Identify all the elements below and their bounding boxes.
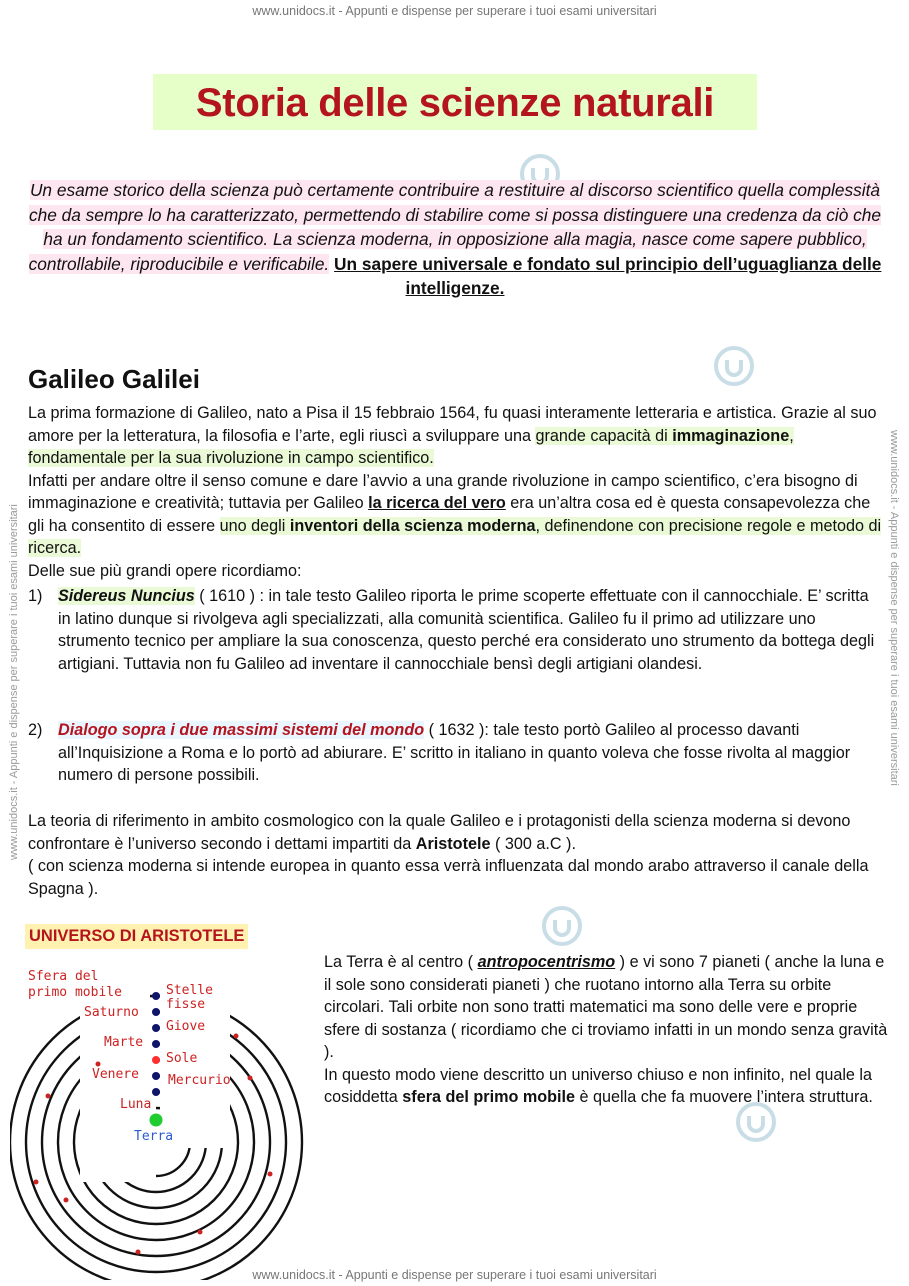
work-language: latino	[75, 609, 114, 628]
section-title: Galileo Galilei	[28, 364, 200, 394]
para-text: ( con scienza moderna si intende europea in quanto essa verrà influenzata dal mondo arabo attraverso il canale della Spagna ).	[28, 857, 869, 898]
work-text: dunque si rivolgeva agli specializzati, alla comunità scientifica. Galileo fu il primo ad utilizzare uno strumento tecnico per ampliare la sua conoscenza, questo perché era considerato uno strumento da bottega degli artigiani. Tuttavia non fu Galileo ad inventare il cannocchiale bensì degli artigiani olandesi.	[58, 609, 875, 673]
list-number: 1)	[28, 587, 43, 605]
intro-underlined: Un sapere universale e fondato sul principio dell’uguaglianza delle intelligenze.	[334, 253, 882, 298]
aristotle-paragraph	[324, 951, 890, 1109]
watermark-top: www.unidocs.it - Appunti e dispense per superare i tuoi esami universitari	[252, 4, 657, 18]
intro-paragraph	[22, 178, 888, 301]
galileo-paragraph	[28, 402, 884, 582]
para-text: In questo modo viene descritto un universo chiuso e non infinito, nel quale la cosiddetta	[324, 1065, 873, 1106]
para-text: La Terra è al centro (	[324, 953, 478, 971]
para-text: Delle sue più grandi opere ricordiamo:	[28, 561, 302, 580]
watermark-left: www.unidocs.it - Appunti e dispense per superare i tuoi esami universitari	[8, 504, 20, 860]
label-sole: Sole	[166, 1051, 198, 1066]
label-stelle-1: Stelle	[166, 983, 213, 998]
watermark-bottom: www.unidocs.it - Appunti e dispense per superare i tuoi esami universitari	[252, 1268, 657, 1282]
list-number: 2)	[28, 721, 43, 739]
work-text: in quanto voleva che fosse rivolta al maggior numero di persone possibili.	[58, 743, 851, 784]
cosmology-paragraph	[28, 810, 884, 900]
unidocs-logo-icon	[712, 344, 756, 388]
work-text: ( 1632 ): tale testo portò Galileo al processo davanti all’Inquisizione a Roma e lo portò ad abiurare. E’ scritto in	[58, 721, 800, 762]
label-primo-mobile-2: primo mobile	[28, 985, 122, 1000]
para-text: La teoria di riferimento in ambito cosmologico con la quale Galileo e i protagonisti della scienza moderna si devono confrontare è l’universo secondo i dettami impartiti da	[28, 812, 851, 853]
para-text: Infatti per andare oltre il senso comune e dare l’avvio a una grande rivoluzione in campo scientifico, c’era bisogno di immaginazione e creatività; tuttavia per Galileo	[28, 471, 858, 512]
para-text: era un’altra cosa ed è questa consapevolezza che gli ha consentito di essere	[28, 494, 871, 535]
work-title: Sidereus Nuncius	[58, 587, 195, 605]
keyword-antropocentrismo: antropocentrismo	[477, 953, 616, 971]
aristotele-bold: Aristotele	[415, 834, 491, 853]
page-title-box	[153, 74, 757, 130]
para-text: è quella che fa muovere l’intera struttura.	[575, 1088, 873, 1106]
label-giove: Giove	[166, 1019, 206, 1034]
earth-icon	[150, 1114, 163, 1127]
highlight-part: uno degli	[219, 516, 290, 535]
work-text: ( 1610 ) : in tale testo Galileo riporta le prime scoperte effettuate con il cannocchiale. E’ scritta in	[58, 587, 869, 628]
label-stelle-2: fisse	[166, 997, 206, 1012]
ricerca-del-vero: la ricerca del vero	[368, 494, 506, 512]
sfera-primo-mobile-bold: sfera del primo mobile	[402, 1088, 576, 1106]
subheading-universo: UNIVERSO DI ARISTOTELE	[25, 924, 248, 949]
page-title: Storia delle scienze naturali	[195, 81, 715, 125]
para-text: ) e vi sono 7 pianeti ( anche la luna e il sole sono considerati pianeti ) che ruotano intorno alla Terra su orbite circolari. Tali orbite non sono tratti matematici ma sono delle vere e proprie sfere di sostanza ( ricordiamo che ci troviamo infatti in un mondo senza gravità ).	[324, 953, 888, 1061]
label-marte: Marte	[104, 1035, 144, 1050]
para-text: ( 300 a.C ).	[490, 834, 576, 853]
highlight-part: , definendone con precisione regole e metodo di ricerca.	[28, 516, 882, 557]
work-language: italiano	[474, 743, 527, 762]
label-mercurio: Mercurio	[168, 1073, 231, 1088]
watermark-right: www.unidocs.it - Appunti e dispense per superare i tuoi esami universitari	[888, 430, 900, 786]
list-item	[28, 585, 884, 675]
label-primo-mobile-1: Sfera del	[28, 969, 99, 984]
highlight-part: grande capacità di	[535, 426, 673, 445]
work-title: Dialogo sopra i due massimi sistemi del mondo	[58, 721, 425, 739]
aristotle-universe-diagram	[10, 960, 310, 1280]
sun-icon	[152, 1056, 160, 1064]
list-item	[28, 719, 884, 787]
label-venere: Venere	[92, 1067, 139, 1082]
intro-text: Un esame storico della scienza può certamente contribuire a restituire al discorso scientifico quella complessità che da sempre lo ha caratterizzato, permettendo di stabilire come si possa distinguere una credenza da ciò che ha un fondamento scientifico. La scienza moderna, in opposizione alla magia, nasce come sapere pubblico, controllabile, riproducibile e verificabile.	[28, 180, 882, 274]
label-terra: Terra	[134, 1129, 174, 1144]
label-luna: Luna	[120, 1097, 152, 1112]
highlight-part: , fondamentale per la sua rivoluzione in campo scientifico.	[28, 426, 794, 467]
highlight-bold: inventori della scienza moderna	[289, 516, 536, 535]
label-saturno: Saturno	[84, 1005, 139, 1020]
para-text: La prima formazione di Galileo, nato a Pisa il 15 febbraio 1564, fu quasi interamente letteraria e artistica. Grazie al suo amore per la letteratura, la filosofia e l’arte, egli riuscì a sviluppare una	[28, 404, 877, 445]
unidocs-logo-icon	[540, 904, 584, 948]
highlight-bold: immaginazione	[672, 426, 790, 445]
